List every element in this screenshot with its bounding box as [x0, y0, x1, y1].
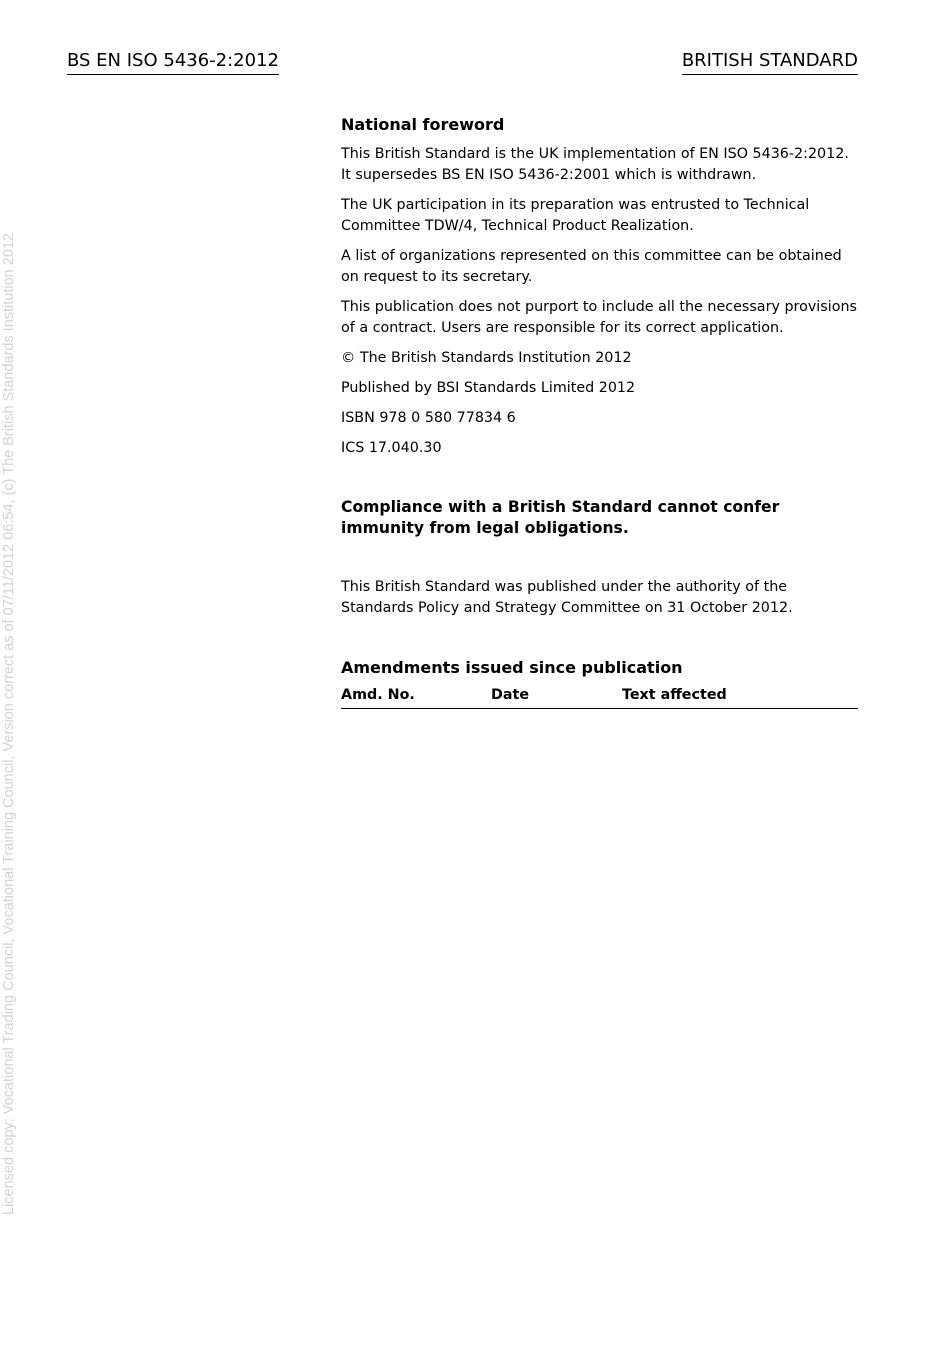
foreword-heading: National foreword: [341, 115, 505, 134]
column-header-amd-no: Amd. No.: [341, 687, 415, 703]
document-series: BRITISH STANDARD: [682, 50, 858, 75]
isbn-line: ISBN 978 0 580 77834 6: [341, 410, 516, 426]
column-header-date: Date: [491, 687, 530, 703]
foreword-paragraph: The UK participation in its preparation was entrusted to Technical Committee TDW/4, Technical Product Realization.: [341, 197, 810, 234]
publisher-line: Published by BSI Standards Limited 2012: [341, 380, 636, 396]
page-content: [341, 114, 858, 709]
authority-statement: This British Standard was published under the authority of the Standards Policy and Strategy Committee on 31 October 2012.: [341, 579, 793, 616]
copyright-line: © The British Standards Institution 2012: [341, 350, 632, 366]
foreword-paragraph: This British Standard is the UK implementation of EN ISO 5436-2:2012. It supersedes BS EN ISO 5436-2:2001 which is withdrawn.: [341, 146, 849, 183]
amendments-table-header: [341, 685, 858, 709]
license-watermark: Licensed copy: Vocational Trading Council, Vocational Training Council, Version correct as of 07/11/2012 06:54, (c) The British Standards Institution 2012: [1, 232, 17, 1215]
compliance-statement: Compliance with a British Standard cannot confer immunity from legal obligations.: [341, 498, 780, 537]
foreword-paragraph: A list of organizations represented on this committee can be obtained on request to its secretary.: [341, 248, 842, 285]
document-number: BS EN ISO 5436-2:2012: [67, 50, 279, 75]
amendments-heading: Amendments issued since publication: [341, 658, 683, 677]
foreword-paragraph: This publication does not purport to include all the necessary provisions of a contract. Users are responsible for its correct application.: [341, 299, 857, 336]
ics-line: ICS 17.040.30: [341, 440, 442, 456]
column-header-text-affected: Text affected: [622, 687, 727, 703]
